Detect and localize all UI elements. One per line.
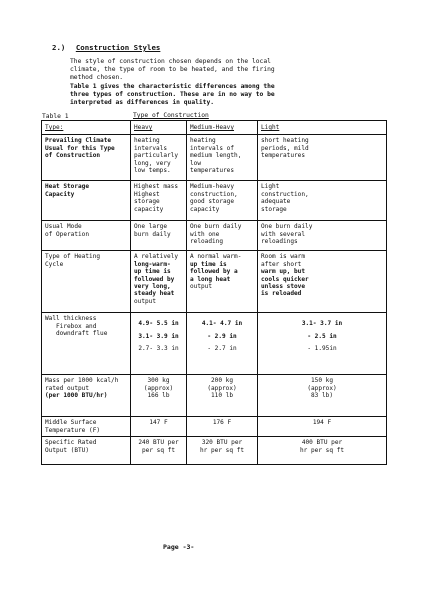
- cell-text: - 2.7 in: [207, 345, 237, 353]
- cell-text: output: [134, 297, 157, 305]
- cell-text: Wall thickness: [45, 315, 97, 323]
- cell-text: Heat Storage: [45, 183, 90, 191]
- cell-text: burn daily: [134, 230, 171, 238]
- cell-text: Firebox and: [45, 322, 97, 330]
- cell-text: rated output: [45, 384, 90, 392]
- row-label: [42, 417, 131, 437]
- cell-medium-heavy: [187, 375, 258, 417]
- cell-text: up time is: [190, 260, 227, 268]
- cell-text: low temps.: [134, 167, 171, 175]
- cell-text: One large: [134, 223, 168, 231]
- cell-heavy: [131, 417, 187, 437]
- cell-text: construction,: [190, 190, 238, 198]
- cell-light: [258, 417, 387, 437]
- cell-medium-heavy: [187, 417, 258, 437]
- intro-line: three types of construction. These are in no way to be: [70, 90, 275, 98]
- cell-text: up time is: [134, 268, 171, 276]
- cell-text: followed by a: [190, 268, 238, 276]
- cell-text: (approx): [307, 384, 337, 392]
- header-medium-heavy: Medium-Heavy: [187, 121, 258, 135]
- cell-text: 83 lb): [310, 392, 333, 400]
- intro-line: The style of construction chosen depends on the local: [70, 58, 271, 65]
- cell-text: Room is warm: [261, 253, 306, 261]
- cell-text: capacity: [134, 205, 164, 213]
- cell-text: particularly: [134, 152, 179, 160]
- cell-text: 300 kg: [147, 377, 170, 385]
- cell-text: followed by: [134, 275, 175, 283]
- cell-text: adequate: [261, 198, 291, 206]
- cell-text: temperatures: [261, 152, 306, 160]
- cell-text: good storage: [190, 198, 235, 206]
- cell-light: [258, 375, 387, 417]
- cell-text: with several: [261, 230, 306, 238]
- cell-text: output: [190, 283, 213, 291]
- section-number: 2.): [52, 43, 66, 52]
- cell-text: very long,: [134, 283, 171, 291]
- cell-text: Usual Mode: [45, 223, 82, 231]
- row-label: [42, 135, 131, 181]
- cell-text: Usual for this Type: [45, 144, 115, 152]
- page-number: Page -3-: [163, 543, 195, 551]
- cell-text: - 2.9 in: [207, 332, 237, 340]
- cell-text: Light: [261, 183, 280, 191]
- cell-text: Temperature (F): [45, 426, 101, 434]
- cell-text: Highest: [134, 190, 160, 198]
- cell-text: 2.7- 3.3 in: [138, 345, 179, 353]
- cell-heavy: [131, 135, 187, 181]
- cell-text: long-warm-: [134, 260, 171, 268]
- cell-text: short heating: [261, 137, 309, 145]
- cell-text: heating: [134, 137, 160, 145]
- cell-text: a long heat: [190, 275, 231, 283]
- table-row: [42, 417, 387, 437]
- cell-text: downdraft flue: [45, 330, 108, 338]
- cell-text: 147 F: [149, 419, 168, 427]
- cell-text: Type of Heating: [45, 253, 101, 261]
- cell-text: Specific Rated: [45, 439, 97, 447]
- row-label: [42, 251, 131, 313]
- cell-text: hr per sq ft: [299, 446, 345, 454]
- cell-medium-heavy: [187, 437, 258, 465]
- cell-medium-heavy: [187, 135, 258, 181]
- cell-text: cools quicker: [261, 275, 309, 283]
- cell-text: steady heat: [134, 290, 175, 298]
- table-row: [42, 251, 387, 313]
- cell-text: 320 BTU per: [201, 439, 243, 447]
- cell-text: 240 BTU per: [138, 439, 179, 447]
- cell-light: [258, 437, 387, 465]
- cell-medium-heavy: [187, 251, 258, 313]
- cell-text: of Construction: [45, 152, 101, 160]
- row-label: [42, 437, 131, 465]
- cell-text: Prevailing Climate: [45, 137, 112, 145]
- cell-text: 110 lb: [210, 392, 233, 400]
- table-row: [42, 135, 387, 181]
- cell-text: heating: [190, 137, 216, 145]
- cell-text: - 1.95in: [307, 345, 337, 353]
- row-label: [42, 181, 131, 221]
- cell-text: 150 kg: [310, 377, 333, 385]
- cell-text: One burn daily: [190, 223, 242, 231]
- intro-line: climate, the type of room to be heated, and the firing: [70, 66, 275, 74]
- intro-paragraph: [70, 58, 390, 107]
- cell-text: low: [190, 159, 202, 167]
- intro-line: Table 1 gives the characteristic differences among the: [70, 82, 275, 90]
- cell-text: A normal warm-: [190, 253, 242, 261]
- cell-text: 3.1- 3.9 in: [138, 332, 179, 340]
- table-header-row: [42, 121, 387, 135]
- cell-light: [258, 135, 387, 181]
- cell-text: Highest mass: [134, 183, 179, 191]
- cell-text: reloading: [190, 238, 224, 246]
- cell-text: Medium-heavy: [190, 183, 235, 191]
- cell-text: 4.1- 4.7 in: [201, 320, 243, 328]
- cell-medium-heavy: [187, 313, 258, 375]
- cell-medium-heavy: [187, 181, 258, 221]
- cell-text: Middle Surface: [45, 419, 97, 427]
- cell-text: warm up, but: [261, 268, 306, 276]
- cell-text: 200 kg: [210, 377, 233, 385]
- cell-text: (approx): [207, 384, 237, 392]
- row-label: [42, 313, 131, 375]
- cell-text: with one: [190, 230, 220, 238]
- cell-text: 400 BTU per: [301, 439, 343, 447]
- cell-heavy: [131, 251, 187, 313]
- cell-text: Output (BTU): [45, 446, 90, 454]
- header-light: Light: [258, 121, 387, 135]
- cell-text: 176 F: [212, 419, 232, 427]
- cell-text: 166 lb: [147, 392, 170, 400]
- table-caption: Type of Construction: [133, 112, 209, 119]
- cell-text: (approx): [143, 384, 174, 392]
- cell-text: after short: [261, 260, 302, 268]
- intro-line: method chosen.: [70, 74, 124, 82]
- cell-medium-heavy: [187, 221, 258, 251]
- table-row: [42, 221, 387, 251]
- cell-text: of Operation: [45, 230, 90, 238]
- cell-text: One burn daily: [261, 223, 313, 231]
- cell-heavy: [131, 181, 187, 221]
- cell-text: reloadings: [261, 238, 298, 246]
- cell-text: A relatively: [134, 253, 179, 261]
- cell-text: (per 1000 BTU/hr): [45, 392, 108, 400]
- header-heavy: Heavy: [131, 121, 187, 135]
- cell-text: is reloaded: [261, 290, 302, 298]
- table-row: [42, 375, 387, 417]
- construction-table: [41, 120, 387, 465]
- cell-text: Capacity: [45, 190, 75, 198]
- table-row: [42, 181, 387, 221]
- cell-light: [258, 313, 387, 375]
- section-heading: [52, 43, 160, 52]
- cell-text: intervals: [134, 144, 168, 152]
- cell-light: [258, 221, 387, 251]
- cell-text: 194 F: [312, 419, 332, 427]
- intro-line: interpreted as differences in quality.: [70, 99, 215, 107]
- cell-text: capacity: [190, 205, 220, 213]
- row-label: [42, 221, 131, 251]
- cell-text: periods, mild: [261, 144, 309, 152]
- header-type: Type:: [42, 121, 131, 135]
- cell-text: - 2.5 in: [307, 332, 337, 340]
- cell-text: Cycle: [45, 260, 64, 268]
- table-label: Table 1: [42, 113, 69, 120]
- cell-text: hr per sq ft: [199, 446, 245, 454]
- cell-light: [258, 251, 387, 313]
- cell-text: long, very: [134, 159, 171, 167]
- cell-text: 4.9- 5.5 in: [138, 320, 179, 328]
- cell-text: 3.1- 3.7 in: [301, 320, 343, 328]
- cell-heavy: [131, 313, 187, 375]
- cell-text: Mass per 1000 kcal/h: [45, 377, 119, 385]
- row-label: [42, 375, 131, 417]
- cell-text: per sq ft: [141, 446, 176, 454]
- cell-heavy: [131, 221, 187, 251]
- cell-text: construction,: [261, 190, 309, 198]
- section-title: Construction Styles: [75, 43, 161, 52]
- cell-text: storage: [134, 198, 160, 206]
- cell-text: temperatures: [190, 167, 235, 175]
- cell-heavy: [131, 375, 187, 417]
- cell-text: intervals of: [190, 144, 235, 152]
- cell-light: [258, 181, 387, 221]
- cell-text: medium length,: [190, 152, 242, 160]
- cell-heavy: [131, 437, 187, 465]
- cell-text: storage: [261, 205, 287, 213]
- table-row: [42, 437, 387, 465]
- table-row: [42, 313, 387, 375]
- cell-text: unless stove: [261, 283, 306, 291]
